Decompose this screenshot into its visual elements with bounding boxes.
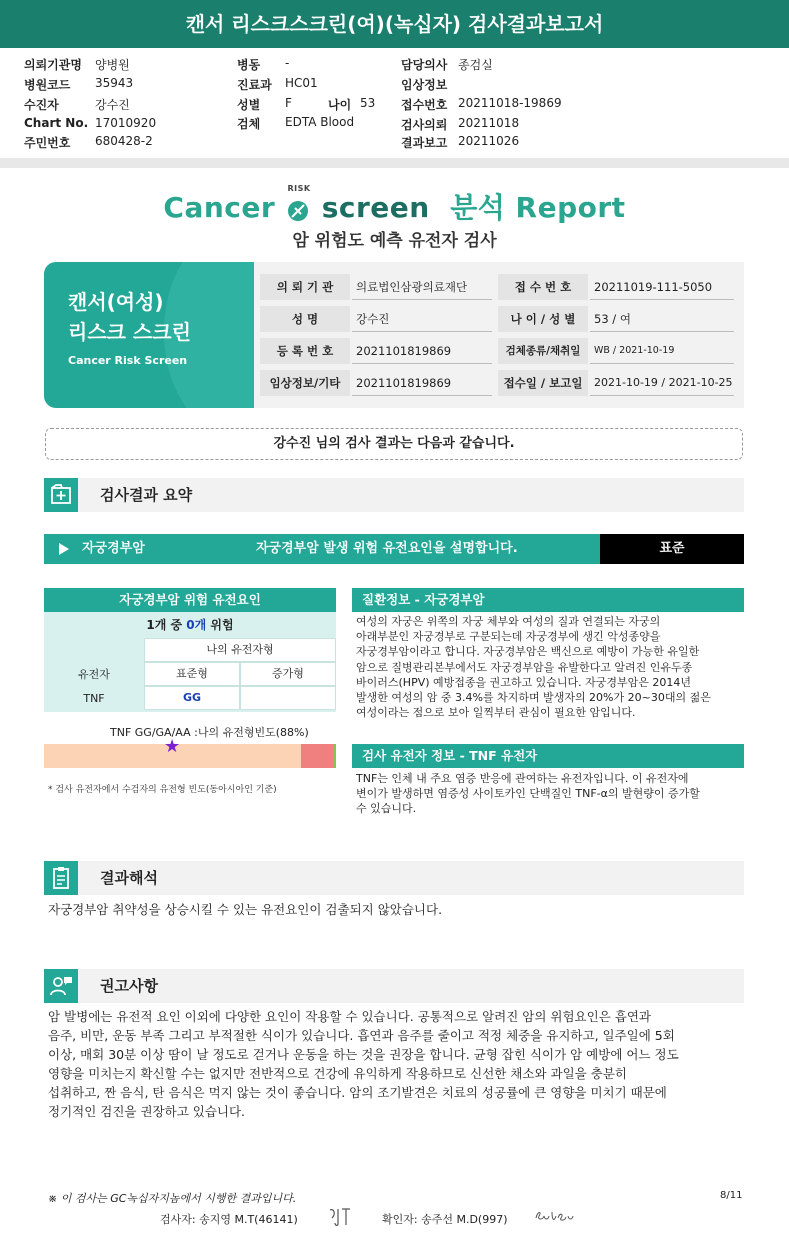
section-title: 권고사항 — [100, 977, 158, 995]
frequency-segment-3 — [333, 744, 336, 768]
report-subtitle: 암 위험도 예측 유전자 검사 — [292, 231, 497, 251]
card-title-1: 캔서(여성) — [68, 290, 164, 314]
gene-increased-value — [240, 686, 336, 710]
cancer-name: 자궁경부암 — [82, 541, 145, 556]
risk-count-suffix: 위험 — [206, 618, 234, 632]
recommendation-line: 섭취하고, 짠 음식, 탄 음식은 먹지 않는 것이 좋습니다. 암의 조기발견은 치료의 성공률에 큰 영향을 미치기 때문에 — [48, 1085, 667, 1100]
recommendation-line: 음주, 비만, 운동 부족 그리고 부적절한 식이가 있습니다. 흡연과 음주를 줄이고 적정 체중을 유지하고, 일주일에 5회 — [48, 1028, 675, 1043]
disease-line: 아래부분인 자궁경부로 구분되는데 자궁경부에 생긴 악성종양을 — [356, 630, 661, 644]
meta-key: 수진자 — [24, 98, 59, 112]
recommendation-line: 이상, 매회 30분 이상 땀이 날 정도로 걷거나 운동을 하는 것을 권장을 합니다. 균형 잡힌 식이가 암 예방에 어느 정도 — [48, 1047, 679, 1062]
meta-value: - — [285, 56, 290, 70]
gene-name: TNF — [83, 692, 105, 705]
product-card — [44, 262, 254, 408]
meta-key: 병원코드 — [24, 78, 71, 92]
card-subtitle: Cancer Risk Screen — [68, 354, 188, 367]
meta-value: 20211018 — [458, 116, 520, 130]
footer-note: ※ 이 검사는 GC녹십자지놈에서 시행한 결과입니다. — [48, 1192, 297, 1205]
info-key: 접 수 번 호 — [498, 274, 588, 300]
info-key: 나 이 / 성 별 — [498, 306, 588, 332]
play-triangle-icon — [58, 543, 70, 555]
section-title: 결과해석 — [100, 869, 158, 887]
risk-count-prefix: 1개 중 — [146, 618, 187, 632]
meta-value: EDTA Blood — [285, 115, 355, 129]
info-value: 2021101819869 — [352, 338, 492, 364]
logo-risk-icon — [285, 184, 311, 222]
cancer-type-bar — [44, 534, 600, 564]
meta-key: 임상정보 — [401, 78, 448, 92]
meta-value: 종검실 — [458, 58, 493, 72]
risk-status-badge: 표준 — [600, 534, 744, 564]
meta-key: Chart No. — [24, 116, 89, 130]
disease-info-title: 질환정보 - 자궁경부암 — [352, 588, 744, 612]
meta-key: 검체 — [237, 117, 261, 131]
risk-factors-box — [44, 612, 336, 712]
gene-line: 수 있습니다. — [356, 802, 417, 816]
page-number: 8/11 — [720, 1190, 743, 1201]
gene-standard-value: GG — [144, 686, 240, 710]
logo-screen: screen — [321, 191, 430, 224]
recommendation-line: 암 발병에는 유전적 요인 이외에 다양한 요인이 작용할 수 있습니다. 공통적으로 알려진 암의 위험요인은 흡연과 — [48, 1009, 651, 1024]
info-value: 2021-10-19 / 2021-10-25 — [590, 370, 734, 396]
info-key: 임상정보/기타 — [260, 370, 350, 396]
logo-risk-text: RISK — [287, 184, 311, 193]
gene-info-title: 검사 유전자 정보 - TNF 유전자 — [352, 744, 744, 768]
risk-count-value: 0개 — [186, 618, 207, 632]
clipboard-icon — [44, 861, 78, 895]
disease-line: 발생한 여성의 암 중 3.4%를 차지하며 발생자의 20%가 20~30대의 젊은 — [356, 691, 711, 705]
disease-line: 여성이라는 점으로 보아 일찍부터 관심이 필요한 암입니다. — [356, 706, 636, 720]
disease-line: 자궁경부암이라고 합니다. 자궁경부암은 백신으로 예방이 가능한 유일한 — [356, 645, 700, 659]
info-key: 성 명 — [260, 306, 350, 332]
info-key: 등 록 번 호 — [260, 338, 350, 364]
consultation-icon — [44, 969, 78, 1003]
meta-key: 의뢰기관명 — [24, 58, 82, 72]
info-key: 접수일 / 보고일 — [498, 370, 588, 396]
interpretation-text: 자궁경부암 취약성을 상승시킬 수 있는 유전요인이 검출되지 않았습니다. — [48, 902, 443, 917]
result-statement: 강수진 님의 검사 결과는 다음과 같습니다. — [45, 428, 743, 460]
report-title: 캔서 리스크스크린(여)(녹십자) 검사결과보고서 — [185, 12, 604, 36]
tester-signature — [328, 1206, 352, 1232]
plus-folder-icon — [44, 478, 78, 512]
card-title-2: 리스크 스크린 — [68, 320, 191, 344]
disease-line: 여성의 자궁은 위쪽의 자궁 체부와 여성의 질과 연결되는 자궁의 — [356, 615, 661, 628]
gene-header: 유전자 — [78, 668, 110, 681]
info-key: 검체종류/채취일 — [498, 338, 588, 364]
info-value: 20211019-111-5050 — [590, 274, 734, 300]
meta-value: 20211026 — [458, 134, 520, 148]
confirmer-signature — [534, 1208, 574, 1228]
meta-key: 결과보고 — [401, 136, 448, 150]
disease-line: 바이러스(HPV) 예방접종을 권고하고 있습니다. 자궁경부암은 2014년 — [356, 675, 692, 689]
meta-value: 680428-2 — [95, 134, 153, 148]
recommendation-line: 정기적인 검진을 권장하고 있습니다. — [48, 1104, 246, 1119]
meta-key: 진료과 — [237, 78, 272, 92]
logo-cancer: Cancer — [163, 191, 276, 224]
cancer-screen-logo — [0, 186, 789, 226]
meta-key: 성별 — [237, 98, 261, 112]
meta-key: 접수번호 — [401, 98, 448, 112]
frequency-label: TNF GG/GA/AA :나의 유전형빈도(88%) — [110, 726, 309, 739]
gene-line: 변이가 발생하면 염증성 사이토카인 단백질인 TNF-α의 발현량이 증가할 — [356, 787, 700, 801]
gene-line: TNF는 인체 내 주요 염증 반응에 관여하는 유전자입니다. 이 유전자에 — [356, 772, 689, 785]
logo-report: 분석 Report — [450, 191, 626, 224]
disease-info-text — [356, 614, 744, 720]
report-title-bar — [0, 0, 789, 48]
patient-info-table — [254, 262, 744, 408]
meta-value: 17010920 — [95, 116, 157, 130]
meta-key: 주민번호 — [24, 136, 71, 150]
tester-name: 검사자: 송지영 M.T(46141) — [160, 1213, 298, 1226]
section-summary — [44, 478, 744, 512]
meta-value: 35943 — [95, 76, 134, 90]
divider-band — [0, 158, 789, 168]
risk-factors-title: 자궁경부암 위험 유전요인 — [44, 588, 336, 612]
recommendation-line: 영향을 미치는지 확신할 수는 없지만 전반적으로 건강에 유익하게 작용하므로 신선한 채소와 과일을 충분히 — [48, 1066, 627, 1081]
info-value: 53 / 여 — [590, 306, 734, 332]
meta-key: 나이 — [328, 98, 352, 112]
my-genotype-header: 나의 유전자형 — [144, 638, 336, 662]
meta-value: F — [285, 96, 292, 110]
standard-header: 표준형 — [144, 662, 240, 686]
meta-value: 20211018-19869 — [458, 96, 562, 110]
meta-value: 양병원 — [95, 58, 130, 72]
meta-key: 병동 — [237, 58, 261, 72]
info-value: 의료법인삼광의료재단 — [352, 274, 492, 300]
frequency-footnote: * 검사 유전자에서 수검자의 유전형 빈도(동아시아인 기준) — [48, 785, 277, 795]
section-interpretation — [44, 861, 744, 895]
section-title: 검사결과 요약 — [100, 486, 193, 504]
gene-info-text — [356, 771, 744, 817]
confirmer-name: 확인자: 송주선 M.D(997) — [382, 1213, 508, 1226]
meta-key: 담당의사 — [401, 58, 448, 72]
meta-key: 검사의뢰 — [401, 118, 448, 132]
info-value: WB / 2021-10-19 — [590, 338, 734, 364]
info-key: 의 뢰 기 관 — [260, 274, 350, 300]
frequency-bar — [44, 736, 336, 768]
disease-line: 암으로 질병관리본부에서도 자궁경부암을 유발한다고 알려진 인유두종 — [356, 660, 693, 674]
section-recommendation — [44, 969, 744, 1003]
info-value: 2021101819869 — [352, 370, 492, 396]
meta-value: HC01 — [285, 76, 318, 90]
recommendation-text — [48, 1007, 748, 1121]
cancer-description: 자궁경부암 발생 위험 유전요인을 설명합니다. — [256, 541, 518, 556]
meta-value: 53 — [360, 96, 376, 110]
increased-header: 증가형 — [240, 662, 336, 686]
info-value: 강수진 — [352, 306, 492, 332]
risk-count — [44, 616, 336, 633]
frequency-segment-2 — [301, 744, 333, 768]
genotype-marker-star-icon: ★ — [164, 736, 181, 757]
meta-value: 강수진 — [95, 98, 130, 112]
